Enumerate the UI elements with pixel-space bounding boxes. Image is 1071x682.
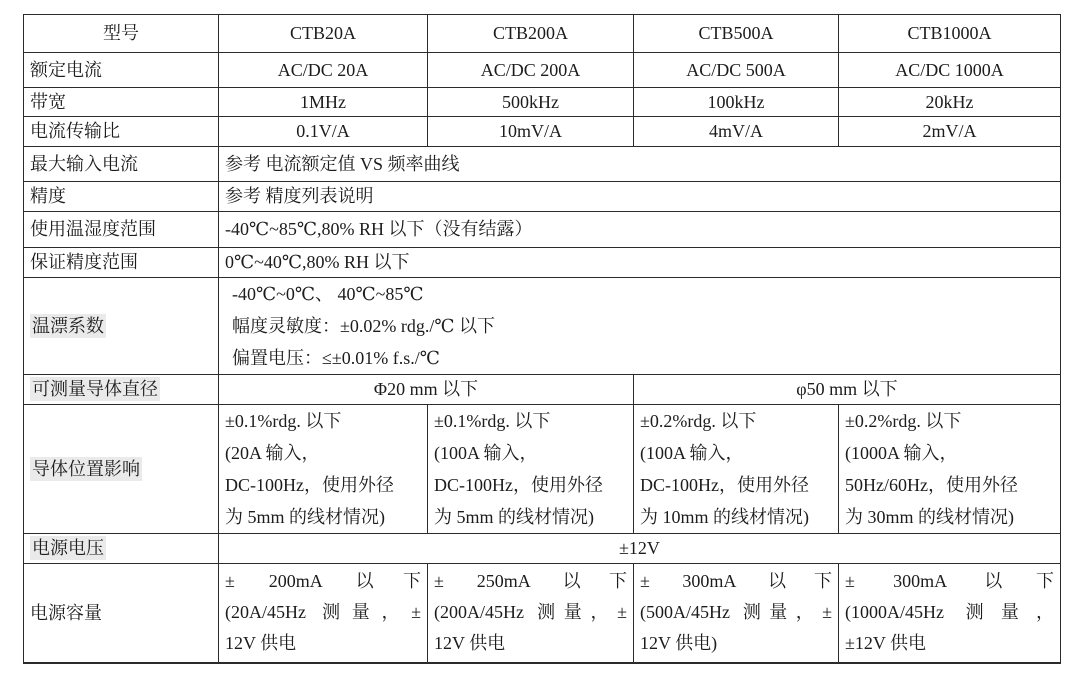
cell-conductor-diameter-large: φ50 mm 以下	[634, 375, 1061, 405]
row-supply-voltage	[24, 534, 1061, 564]
supply-capacity-line: 12V 供电	[434, 633, 506, 654]
cell-bandwidth-3: 100kHz	[634, 88, 839, 117]
row-label-rated-current: 额定电流	[24, 53, 219, 88]
position-effect-line: 为 30mm 的线材情况)	[845, 507, 1014, 527]
row-label-guaranteed-accuracy-range: 保证精度范围	[24, 248, 219, 278]
row-rated-current	[24, 53, 1061, 88]
supply-capacity-line: (200A/45Hz 测量，±	[434, 602, 627, 623]
row-label-conductor-diameter	[24, 375, 219, 405]
cell-transfer-ratio-4: 2mV/A	[839, 117, 1061, 147]
temp-drift-line-2: 幅度灵敏度：±0.02% rdg./℃ 以下	[232, 316, 496, 336]
position-effect-line: DC-100Hz，使用外径	[225, 475, 394, 495]
cell-rated-current-3: AC/DC 500A	[634, 53, 839, 88]
cell-position-effect-3	[634, 405, 839, 534]
temp-drift-line-1: -40℃~0℃、 40℃~85℃	[232, 284, 424, 304]
position-effect-line: DC-100Hz，使用外径	[434, 475, 603, 495]
row-guaranteed-accuracy-range	[24, 248, 1061, 278]
row-model	[24, 15, 1061, 53]
row-label-bandwidth: 带宽	[24, 88, 219, 117]
row-position-effect	[24, 405, 1061, 534]
position-effect-line: DC-100Hz，使用外径	[640, 475, 809, 495]
cell-accuracy: 参考 精度列表说明	[219, 182, 1061, 212]
cell-supply-capacity-3	[634, 564, 839, 663]
position-effect-line: 为 5mm 的线材情况)	[225, 507, 385, 527]
spec-table	[23, 14, 1061, 664]
label-highlight: 温漂系数	[32, 315, 104, 336]
cell-conductor-diameter-small: Φ20 mm 以下	[219, 375, 634, 405]
row-accuracy	[24, 182, 1061, 212]
cell-model-2: CTB200A	[428, 15, 634, 53]
row-label-position-effect	[24, 405, 219, 534]
cell-bandwidth-2: 500kHz	[428, 88, 634, 117]
cell-guaranteed-accuracy-range: 0℃~40℃,80% RH 以下	[219, 248, 1061, 278]
supply-capacity-line: ± 250mA 以下	[434, 571, 627, 592]
row-max-input-current	[24, 147, 1061, 182]
cell-transfer-ratio-3: 4mV/A	[634, 117, 839, 147]
supply-capacity-line: ± 300mA 以下	[640, 571, 832, 592]
position-effect-line: ±0.2%rdg. 以下	[845, 411, 962, 431]
cell-supply-capacity-1	[219, 564, 428, 663]
cell-transfer-ratio-1: 0.1V/A	[219, 117, 428, 147]
position-effect-line: (1000A 输入，	[845, 443, 958, 463]
supply-capacity-line: ± 300mA 以下	[845, 571, 1054, 592]
position-effect-line: (20A 输入，	[225, 443, 320, 463]
row-label-temp-drift	[24, 278, 219, 375]
cell-supply-voltage: ±12V	[219, 534, 1061, 564]
row-bandwidth	[24, 88, 1061, 117]
position-effect-line: 为 10mm 的线材情况)	[640, 507, 809, 527]
cell-position-effect-1	[219, 405, 428, 534]
cell-supply-capacity-4	[839, 564, 1061, 663]
label-highlight: 导体位置影响	[32, 458, 140, 479]
row-label-accuracy: 精度	[24, 182, 219, 212]
cell-transfer-ratio-2: 10mV/A	[428, 117, 634, 147]
cell-position-effect-2	[428, 405, 634, 534]
supply-capacity-line: 12V 供电)	[640, 633, 718, 654]
row-label-model: 型号	[24, 15, 219, 53]
row-operating-temp-humidity	[24, 212, 1061, 248]
supply-capacity-line: (20A/45Hz 测量，±	[225, 602, 421, 623]
position-effect-line: ±0.1%rdg. 以下	[225, 411, 342, 431]
temp-drift-line-3: 偏置电压：≤±0.01% f.s./℃	[232, 348, 440, 368]
cell-operating-temp-humidity: -40℃~85℃,80% RH 以下（没有结露）	[219, 212, 1061, 248]
supply-capacity-line: 12V 供电	[225, 633, 297, 654]
supply-capacity-line: ± 200mA 以下	[225, 571, 421, 592]
cell-supply-capacity-2	[428, 564, 634, 663]
position-effect-line: ±0.2%rdg. 以下	[640, 411, 757, 431]
row-conductor-diameter	[24, 375, 1061, 405]
position-effect-line: (100A 输入，	[434, 443, 538, 463]
position-effect-line: ±0.1%rdg. 以下	[434, 411, 551, 431]
position-effect-line: (100A 输入，	[640, 443, 744, 463]
supply-capacity-line: ±12V 供电	[845, 633, 927, 654]
cell-model-3: CTB500A	[634, 15, 839, 53]
cell-rated-current-4: AC/DC 1000A	[839, 53, 1061, 88]
row-supply-capacity	[24, 564, 1061, 663]
cell-rated-current-1: AC/DC 20A	[219, 53, 428, 88]
label-highlight: 可测量导体直径	[32, 379, 158, 400]
row-label-max-input-current: 最大输入电流	[24, 147, 219, 182]
cell-model-4: CTB1000A	[839, 15, 1061, 53]
cell-max-input-current: 参考 电流额定值 VS 频率曲线	[219, 147, 1061, 182]
cell-position-effect-4	[839, 405, 1061, 534]
supply-capacity-line: (1000A/45Hz 测量，	[845, 602, 1054, 623]
cell-rated-current-2: AC/DC 200A	[428, 53, 634, 88]
label-highlight: 电源电压	[32, 538, 104, 559]
position-effect-line: 50Hz/60Hz，使用外径	[845, 475, 1018, 495]
cell-bandwidth-1: 1MHz	[219, 88, 428, 117]
row-label-operating-temp-humidity: 使用温湿度范围	[24, 212, 219, 248]
supply-capacity-line: (500A/45Hz 测量，±	[640, 602, 832, 623]
cell-temp-drift	[219, 278, 1061, 375]
row-transfer-ratio	[24, 117, 1061, 147]
row-label-supply-voltage	[24, 534, 219, 564]
row-label-supply-capacity: 电源容量	[24, 564, 219, 663]
position-effect-line: 为 5mm 的线材情况)	[434, 507, 594, 527]
cell-bandwidth-4: 20kHz	[839, 88, 1061, 117]
cell-model-1: CTB20A	[219, 15, 428, 53]
row-label-transfer-ratio: 电流传输比	[24, 117, 219, 147]
row-temp-drift	[24, 278, 1061, 375]
